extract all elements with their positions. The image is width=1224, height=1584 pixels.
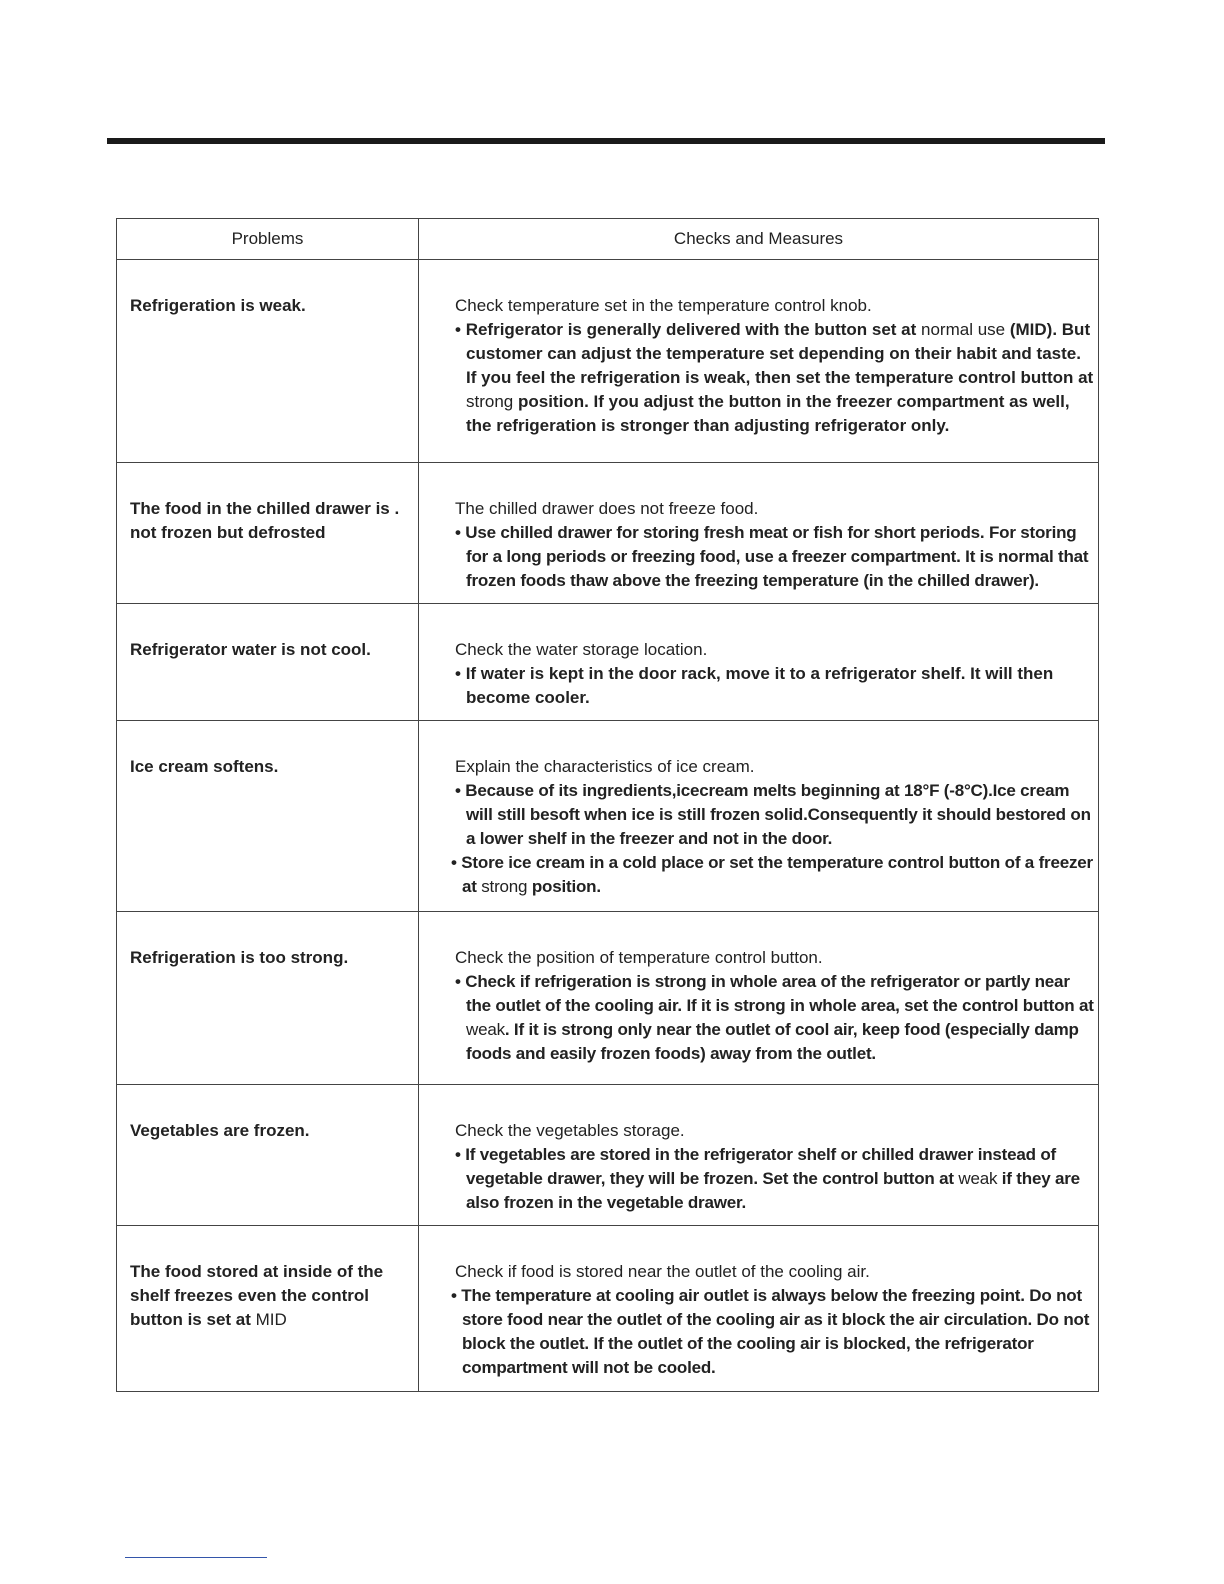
problem-cell [117,1226,419,1392]
measure-cell [419,463,1099,604]
problem-cell [117,604,419,721]
measure-detail-2: • Store ice cream in a cold place or set the temperature control button of a freezer at strong position. [451,853,1093,896]
detail-text: position. [527,877,601,896]
measure-cell [419,1085,1099,1226]
setting-strong: strong [466,392,514,411]
table-row [117,1226,1099,1392]
measure-detail: • Use chilled drawer for storing fresh meat or fish for short periods. For storing for a long periods or freezing food, use a freezer compartment. It is normal that frozen foods thaw above the freezing temperature (in the chilled drawer). [455,523,1089,590]
check-text: The chilled drawer does not freeze food. [455,499,759,518]
troubleshooting-table [116,218,1099,1392]
table-row [117,463,1099,604]
check-text: Check the position of temperature control button. [455,948,823,967]
table-row [117,721,1099,912]
detail-text: Check if refrigeration is strong in whole area of the refrigerator or partly near the outlet of the cooling air. If it is strong in whole area, set the control button at [465,972,1094,1015]
detail-text: Use chilled drawer for storing fresh meat or fish for short periods. For storing for a long periods or freezing food, use a freezer compartment. It is normal that frozen foods thaw above the freezing temperature (in the chilled drawer). [465,523,1089,590]
measure-detail: • Refrigerator is generally delivered with the button set at normal use (MID). But customer can adjust the temperature set depending on their habit and taste. If you feel the refrigeration is weak, then set the temperature control button at strong position. If you adjust the button in the freezer compartment as well, the refrigeration is stronger than adjusting refrigerator only. [455,320,1094,435]
problem-text: The food in the chilled drawer is . not frozen but defrosted [130,499,400,542]
setting-weak: weak [466,1020,505,1039]
measure-detail: • Because of its ingredients,icecream melts beginning at 18°F (-8°C).Ice cream will still besoft when ice is still frozen solid.Consequently it should bestored on a lower shelf in the freezer and not in the door. [455,781,1091,848]
measure-cell [419,604,1099,721]
table-row [117,604,1099,721]
detail-text: Store ice cream in a cold place or set the temperature control button of a freezer at [461,853,1093,896]
setting-weak: weak [958,1169,998,1188]
measure-detail: • If vegetables are stored in the refrigerator shelf or chilled drawer instead of vegetable drawer, they will be frozen. Set the control button at weak if they are also frozen in the vegetable drawer. [455,1145,1080,1212]
check-text: Explain the characteristics of ice cream. [455,757,755,776]
problem-text: Refrigerator water is not cool. [130,640,371,659]
top-divider-rule [107,138,1105,144]
check-text: Check the water storage location. [455,640,708,659]
setting-strong: strong [481,877,528,896]
check-text: Check temperature set in the temperature control knob. [455,296,872,315]
problem-cell [117,721,419,912]
table-header-row [117,219,1099,260]
measure-detail: • Check if refrigeration is strong in whole area of the refrigerator or partly near the outlet of the cooling air. If it is strong in whole area, set the control button at weak. If it is strong only near the outlet of cool air, keep food (especially damp foods and easily frozen foods) away from the outlet. [455,972,1094,1063]
detail-text: If vegetables are stored in the refrigerator shelf or chilled drawer instead of vegetable drawer, they will be frozen. Set the control button at [465,1145,1056,1188]
problem-cell [117,260,419,463]
footer-link-underline [125,1557,267,1558]
problem-text: Refrigeration is too strong. [130,948,349,967]
detail-text: If water is kept in the door rack, move it to a refrigerator shelf. It will then become cooler. [465,664,1054,707]
problem-text: The food stored at inside of the shelf freezes even the control button is set at [130,1262,384,1329]
header-problems: Problems [117,219,419,260]
setting-mid: MID [255,1310,287,1329]
detail-text: . If it is strong only near the outlet of cool air, keep food (especially damp foods and easily frozen foods) away from the outlet. [466,1020,1079,1063]
setting-normal-use: normal use [921,320,1006,339]
detail-text: The temperature at cooling air outlet is always below the freezing point. Do not store food near the outlet of the cooling air as it block the air circulation. Do not block the outlet. If the outlet of the cooling air is blocked, the refrigerator compartment will not be cooled. [461,1286,1090,1377]
table-row [117,912,1099,1085]
problem-cell [117,912,419,1085]
header-checks-and-measures: Checks and Measures [419,219,1099,260]
measure-detail: • If water is kept in the door rack, move it to a refrigerator shelf. It will then become cooler. [455,664,1054,707]
detail-text: Refrigerator is generally delivered with the button set at [465,320,922,339]
measure-cell [419,912,1099,1085]
measure-cell [419,260,1099,463]
table-row [117,260,1099,463]
measure-cell [419,721,1099,912]
problem-text: Vegetables are frozen. [130,1121,310,1140]
detail-text: Because of its ingredients,icecream melts beginning at 18°F (-8°C).Ice cream will still besoft when ice is still frozen solid.Consequently it should bestored on a lower shelf in the freezer and not in the door. [465,781,1091,848]
measure-detail: • The temperature at cooling air outlet is always below the freezing point. Do not store food near the outlet of the cooling air as it block the air circulation. Do not block the outlet. If the outlet of the cooling air is blocked, the refrigerator compartment will not be cooled. [451,1286,1090,1377]
problem-cell [117,463,419,604]
problem-text: Ice cream softens. [130,757,279,776]
detail-text: (MID). But customer can adjust the temperature set depending on their habit and taste. If you feel the refrigeration is weak, then set the temperature control button at [466,320,1094,387]
detail-text: if they are also frozen in the vegetable drawer. [466,1169,1080,1212]
detail-text: position. If you adjust the button in the freezer compartment as well, the refrigeration is stronger than adjusting refrigerator only. [466,392,1070,435]
check-text: Check if food is stored near the outlet of the cooling air. [455,1262,870,1281]
problem-cell [117,1085,419,1226]
problem-text: Refrigeration is weak. [130,296,306,315]
measure-cell [419,1226,1099,1392]
table-row [117,1085,1099,1226]
check-text: Check the vegetables storage. [455,1121,685,1140]
